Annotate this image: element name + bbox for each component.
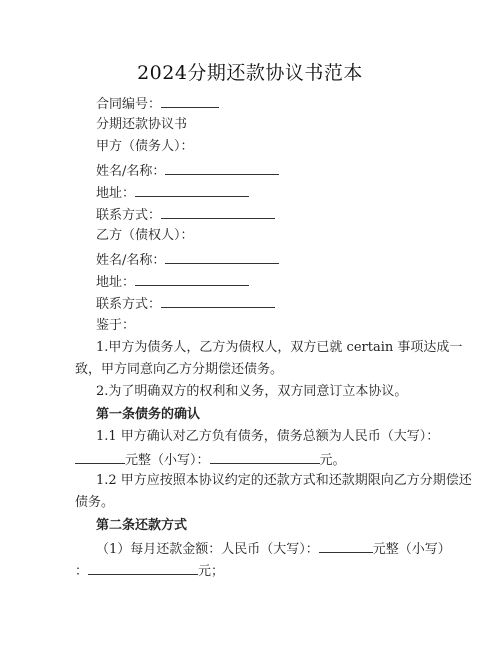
party-a-contact-label: 联系方式： (96, 208, 162, 223)
clause-2-1-line-1 (96, 540, 451, 558)
clause-1-1-line-1: 1.1 甲方确认对乙方负有债务，债务总额为人民币（大写）： (96, 429, 440, 444)
document-title: 2024分期还款协议书范本 (137, 62, 363, 84)
clause-1-2-line-1: 1.2 甲方应按照本协议约定的还款方式和还款期限向乙方分期偿还 (96, 473, 472, 488)
recital-1-line-1: 1.甲方为债务人，乙方为债权人，双方已就 certain 事项达成一 (96, 340, 463, 355)
agreement-name: 分期还款协议书 (96, 117, 188, 132)
party-b-address-blank[interactable] (135, 273, 249, 286)
party-a-contact-blank[interactable] (161, 206, 275, 219)
party-b-heading: 乙方（债权人）： (96, 228, 194, 243)
party-b-name-blank[interactable] (165, 251, 279, 264)
article-2-heading: 第二条还款方式 (96, 518, 188, 533)
clause-1-2-line-2: 债务。 (75, 495, 115, 510)
party-a-name-label: 姓名/名称： (96, 164, 166, 179)
amount-uppercase-blank[interactable] (75, 451, 125, 464)
party-a-name-blank[interactable] (165, 162, 279, 175)
party-a-contact-line (96, 206, 275, 224)
party-b-contact-line (96, 295, 275, 313)
amount-lowercase-blank[interactable] (210, 451, 320, 464)
party-b-address-label: 地址： (96, 275, 136, 290)
monthly-uppercase-blank[interactable] (319, 540, 373, 553)
party-a-address-blank[interactable] (135, 184, 249, 197)
monthly-end-label: 元； (198, 564, 225, 579)
whereas-heading: 鉴于： (96, 318, 136, 333)
party-b-contact-blank[interactable] (161, 295, 275, 308)
recital-1-line-2: 致，甲方同意向乙方分期偿还债务。 (75, 362, 284, 377)
article-1-heading: 第一条债务的确认 (96, 407, 201, 422)
amount-unit-label: 元整（小写）： (125, 453, 210, 468)
recital-2: 2.为了明确双方的权利和义务，双方同意订立本协议。 (96, 384, 408, 399)
monthly-payment-label: （1）每月还款金额：人民币（大写）： (96, 542, 319, 557)
contract-number-label: 合同编号： (96, 97, 162, 112)
amount-end-label: 元。 (319, 453, 346, 468)
monthly-lowercase-blank[interactable] (88, 562, 198, 575)
party-b-name-label: 姓名/名称： (96, 253, 166, 268)
clause-2-1-line-2 (75, 562, 224, 580)
party-a-address-line (96, 184, 249, 202)
contract-number-blank[interactable] (161, 95, 219, 108)
party-b-name-line (96, 251, 279, 269)
party-b-contact-label: 联系方式： (96, 297, 162, 312)
party-a-heading: 甲方（债务人）： (96, 139, 194, 154)
monthly-colon: ： (75, 564, 89, 579)
party-a-name-line (96, 162, 279, 180)
party-a-address-label: 地址： (96, 186, 136, 201)
contract-number-line (96, 95, 219, 113)
clause-1-1-line-2 (75, 451, 346, 469)
party-b-address-line (96, 273, 249, 291)
monthly-unit-label: 元整（小写） (372, 542, 451, 557)
